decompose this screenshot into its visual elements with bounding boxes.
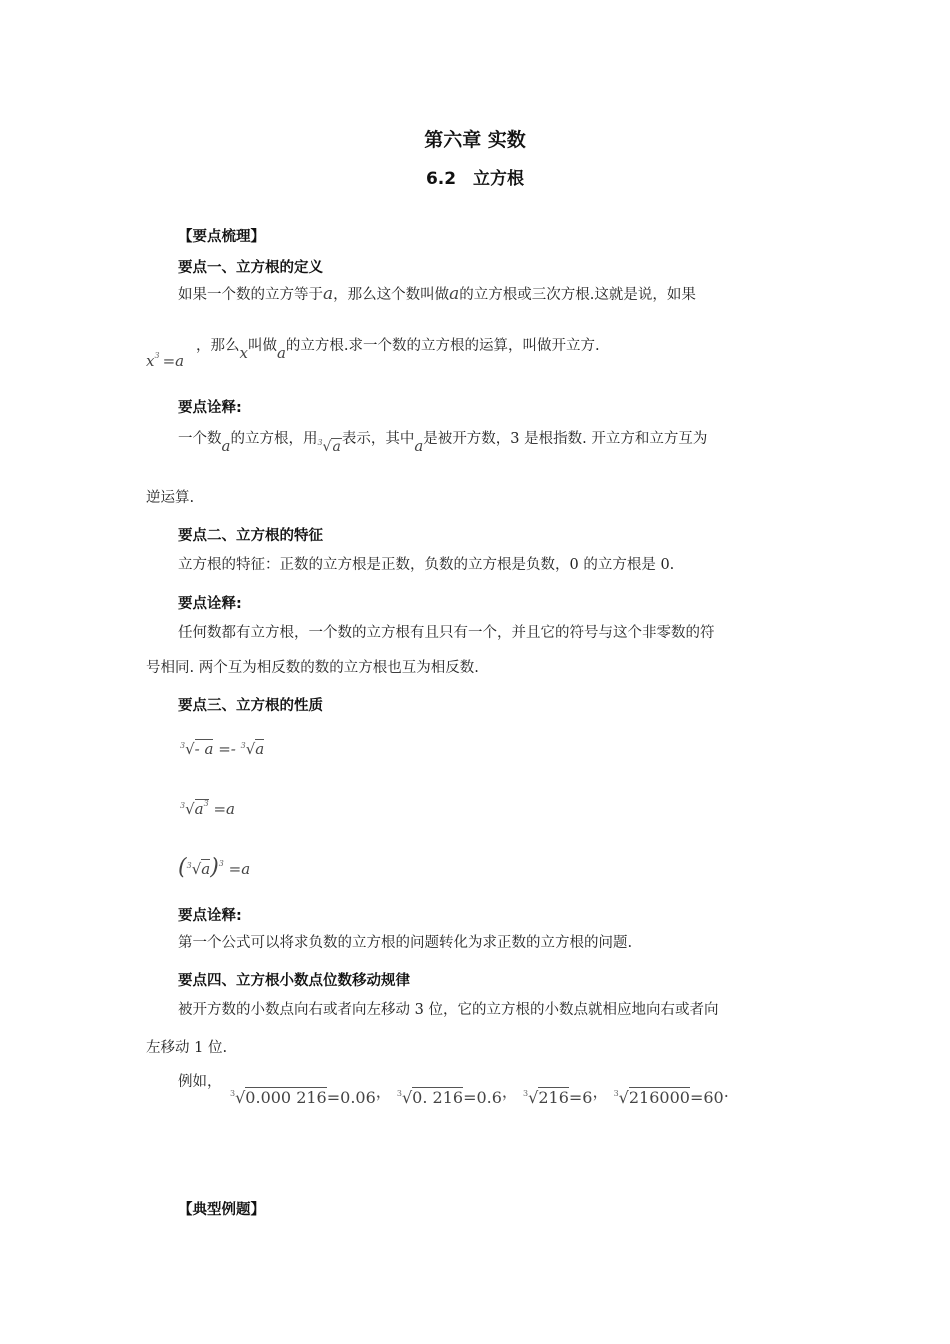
examples-heading: 【典型例题】 [178, 1202, 265, 1218]
examples-row: $^3$√0.000 216=0.06， $^3$√0. 216=0.6， $^3$√216=6， $^3$√216000=60. [230, 1082, 729, 1107]
formula-x-cubed: $x^3 =a$ [146, 351, 185, 370]
note-two-line2: 号相同. 两个互为相反数的数的立方根也互为相反数. [146, 660, 479, 676]
formula-property-2: $^3√a^3 =a$ [180, 799, 235, 818]
point-three-heading: 要点三、立方根的性质 [178, 698, 323, 714]
point-one-line2: ，那么x叫做a的立方根.求一个数的立方根的运算，叫做开立方. [196, 338, 600, 362]
note-one-line1: 一个数a的立方根，用$^3$√a表示，其中a是被开方数，3 是根指数. 开立方和立方互为 [178, 431, 708, 455]
note-two-line1: 任何数都有立方根，一个数的立方根有且只有一个，并且它的符号与这个非零数的符 [178, 625, 715, 641]
note-three-heading: 要点诠释: [178, 908, 242, 924]
point-one-heading: 要点一、立方根的定义 [178, 260, 323, 276]
formula-property-3: $(^3√a)^3 =a$ [178, 855, 251, 880]
note-one-heading: 要点诠释: [178, 400, 242, 416]
note-two-heading: 要点诠释: [178, 596, 242, 612]
cube-root-a: $^3$√a [317, 438, 341, 455]
point-one-line1: 如果一个数的立方等于a，那么这个数叫做a的立方根或三次方根.这就是说，如果 [178, 284, 696, 304]
note-one-line2: 逆运算. [146, 490, 195, 506]
point-two-text: 立方根的特征：正数的立方根是正数，负数的立方根是负数，0 的立方根是 0. [178, 557, 675, 573]
chapter-title: 第六章 实数 [424, 129, 526, 151]
point-two-heading: 要点二、立方根的特征 [178, 528, 323, 544]
key-points-heading: 【要点梳理】 [178, 229, 265, 245]
point-four-heading: 要点四、立方根小数点位数移动规律 [178, 973, 410, 989]
formula-property-1: $^3$√- a =- $^3$√a [180, 740, 265, 758]
point-four-line2: 左移动 1 位. [146, 1040, 228, 1056]
example-label: 例如， [178, 1074, 222, 1090]
note-three-text: 第一个公式可以将求负数的立方根的问题转化为求正数的立方根的问题. [178, 935, 633, 951]
section-title: 6.2 立方根 [425, 169, 525, 189]
point-four-line1: 被开方数的小数点向右或者向左移动 3 位，它的立方根的小数点就相应地向右或者向 [178, 1002, 719, 1018]
